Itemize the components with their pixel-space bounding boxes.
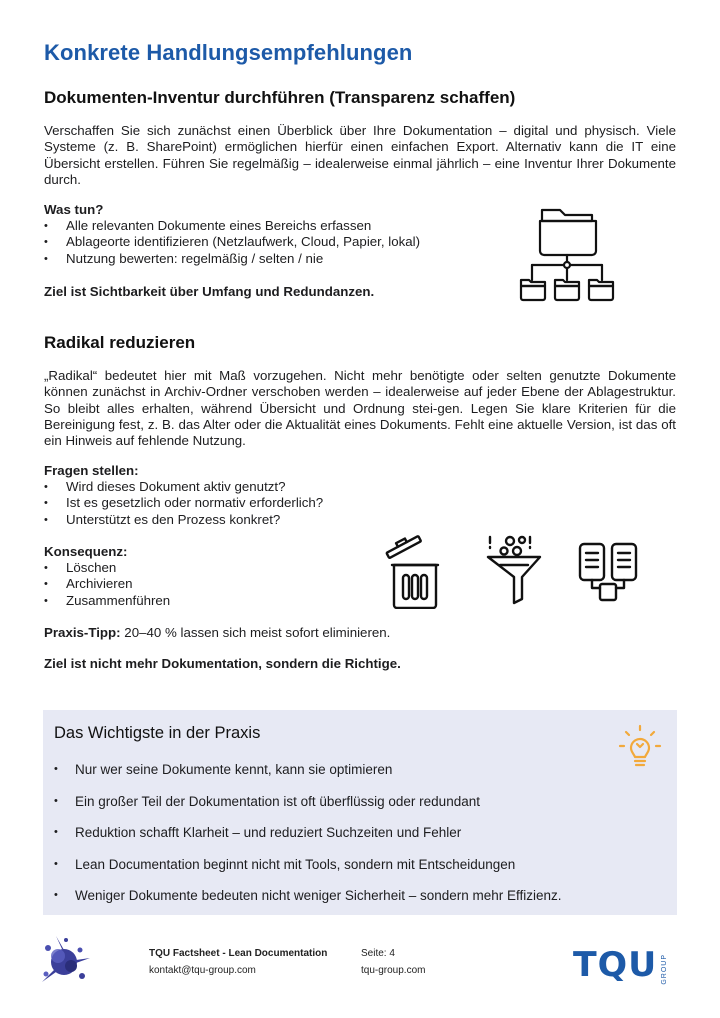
tqu-logo (573, 945, 677, 988)
todo-label: Was tun? (44, 202, 104, 217)
list-item: • Unterstützt es den Prozess konkret? (44, 512, 323, 528)
list-item: • Archivieren (44, 576, 170, 592)
section1-goal: Ziel ist Sichtbarkeit über Umfang und Redundanzen. (44, 284, 375, 299)
section1-paragraph: Verschaffen Sie sich zunächst einen Überblick über Ihre Dokumentation – digital und physisch. Viele Systeme (z. B. SharePoint) ermöglichen hierfür einen einfachen Export. Alternativ kann die IT eine Übersicht erstellen. Führen Sie regelmäßig – idealerweise einmal jährlich – eine Inventur Ihrer Dokumente durch. (44, 123, 676, 187)
ink-splash-icon (36, 932, 92, 988)
footer-page-number: Seite: 4 (361, 948, 395, 959)
folder-hierarchy-icon (518, 206, 616, 304)
section1-heading: Dokumenten-Inventur durchführen (Transparenz schaffen) (44, 88, 516, 107)
list-item: • Reduktion schafft Klarheit – und reduziert Suchzeiten und Fehler (54, 825, 562, 857)
merge-documents-icon (576, 540, 640, 606)
list-item: • Ein großer Teil der Dokumentation ist oft überflüssig oder redundant (54, 794, 562, 826)
logo-text: TQU (573, 945, 658, 985)
practice-tip (44, 625, 390, 640)
summary-list (54, 762, 562, 920)
list-item: • Wird dieses Dokument aktiv genutzt? (44, 479, 323, 495)
todo-list (44, 218, 420, 267)
page-title: Konkrete Handlungsempfehlungen (44, 40, 413, 65)
list-item: • Zusammenführen (44, 593, 170, 609)
section2-goal: Ziel ist nicht mehr Dokumentation, sondern die Richtige. (44, 656, 401, 671)
list-item: • Nutzung bewerten: regelmäßig / selten / nie (44, 251, 420, 267)
list-item: • Lean Documentation beginnt nicht mit Tools, sondern mit Entscheidungen (54, 857, 562, 889)
section2-heading: Radikal reduzieren (44, 333, 196, 352)
list-item: • Alle relevanten Dokumente eines Bereichs erfassen (44, 218, 420, 234)
list-item: • Ablageorte identifizieren (Netzlaufwerk, Cloud, Papier, lokal) (44, 234, 420, 250)
footer-email[interactable]: kontakt@tqu-group.com (149, 965, 256, 976)
list-item: • Nur wer seine Dokumente kennt, kann sie optimieren (54, 762, 562, 794)
questions-list (44, 479, 323, 528)
footer-website[interactable]: tqu-group.com (361, 965, 426, 976)
summary-heading: Das Wichtigste in der Praxis (54, 724, 261, 742)
list-item: • Löschen (44, 560, 170, 576)
summary-box (43, 710, 677, 915)
tip-text: 20–40 % lassen sich meist sofort eliminieren. (120, 625, 391, 640)
questions-label: Fragen stellen: (44, 463, 139, 478)
funnel-icon (484, 533, 544, 605)
logo-subtext: GROUP (661, 954, 668, 985)
list-item: • Weniger Dokumente bedeuten nicht weniger Sicherheit – sondern mehr Effizienz. (54, 888, 562, 920)
tip-label: Praxis-Tipp: (44, 625, 121, 640)
list-item: • Ist es gesetzlich oder normativ erforderlich? (44, 495, 323, 511)
footer-doc-title: TQU Factsheet - Lean Documentation (149, 948, 328, 959)
lightbulb-icon (618, 724, 662, 772)
consequence-label: Konsequenz: (44, 544, 128, 559)
consequence-list (44, 560, 170, 609)
section2-paragraph: „Radikal“ bedeutet hier mit Maß vorzugehen. Nicht mehr benötigte oder selten genutzte Dokumente können zunächst in Archiv-Ordner verschoben werden – idealerweise auf jeder Ebene der Ablagestruktur. So bleibt alles erhalten, während Übersicht und Ordnung stei-gen. Legen Sie klare Kriterien für die Bereinigung fest, z. B. das Alter oder die Aktualität eines Dokuments. Fehlt eine aktuelle Version, ist das oft ein Hinweis auf fehlende Nutzung. (44, 368, 676, 449)
trash-icon (382, 535, 442, 609)
